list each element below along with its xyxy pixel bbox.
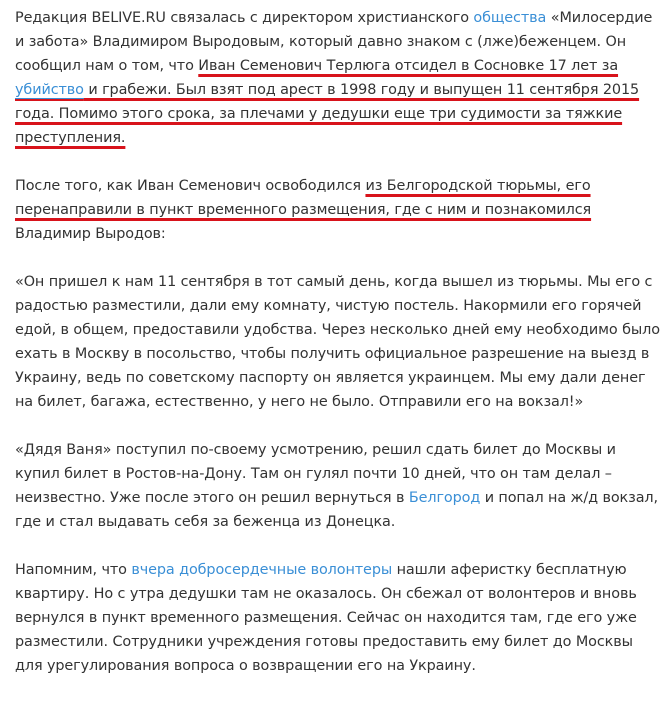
p4-text-a: «Дядя Ваня» поступил по-своему усмотрению, решил сдать билет до Москвы и купил билет в Ростов-на-Дону. Там он гулял почти 10 дней, что он там делал – неизвестно. Уже после этого он решил вернуться в [15,442,616,506]
p1-text-a: Редакция BELIVE.RU связалась с директором христианского [15,10,474,26]
paragraph-2 [15,174,660,246]
article-body [15,6,660,702]
p2-highlight: из Белгородской тюрьмы, его перенаправили в пункт временного размещения, где с ним и познакомился [15,178,592,218]
link-volunteers[interactable]: вчера добросердечные волонтеры [131,562,393,578]
p1-text-b: «Милосердие и забота» Владимиром Выродовым, который давно знаком с (лже)беженцем. Он сообщил нам о том, что [15,10,653,74]
p2-text-a: После того, как Иван Семенович освободился [15,178,366,194]
p5-text-b: нашли аферистку бесплатную квартиру. Но с утра дедушки там не оказалось. Он сбежал от волонтеров и вновь вернулся в пункт временного размещения. Сейчас он находится там, где его уже разместили. Сотрудники учреждения готовы предоставить ему билет до Москвы для урегулирования вопроса о возвращении его на Украину. [15,562,637,674]
p1-highlight-b-text: и грабежи. Был взят под арест в 1998 году и выпущен 11 сентября 2015 года. Помимо этого срока, за плечами у дедушки еще три судимости за тяжкие преступления. [15,82,640,146]
link-belgorod[interactable]: Белгород [408,490,481,506]
link-society[interactable]: общества [473,10,547,26]
p5-text-a: Напомним, что [15,562,132,578]
paragraph-4 [15,438,660,534]
link-murder[interactable]: убийство [15,82,84,98]
paragraph-3-quote: «Он пришел к нам 11 сентября в тот самый день, когда вышел из тюрьмы. Мы его с радостью разместили, дали ему комнату, чистую постель. Накормили его горячей едой, в общем, предоставили удобства. Через несколько дней ему необходимо было ехать в Москву в посольство, чтобы получить официальное разрешение на выезд в Украину, ведь по советскому паспорту он является украинцем. Мы ему дали денег на билет, багажа, естественно, у него не было. Отправили его на вокзал!» [15,274,660,410]
p2-text-b: Владимир Выродов: [15,226,166,242]
paragraph-1 [15,6,660,150]
paragraph-5 [15,558,660,678]
p1-highlight-a-text: Иван Семенович Терлюга отсидел в Сосновке 17 лет за [198,58,619,74]
p4-text-b: и попал на ж/д вокзал, где и стал выдавать себя за беженца из Донецка. [15,490,658,530]
